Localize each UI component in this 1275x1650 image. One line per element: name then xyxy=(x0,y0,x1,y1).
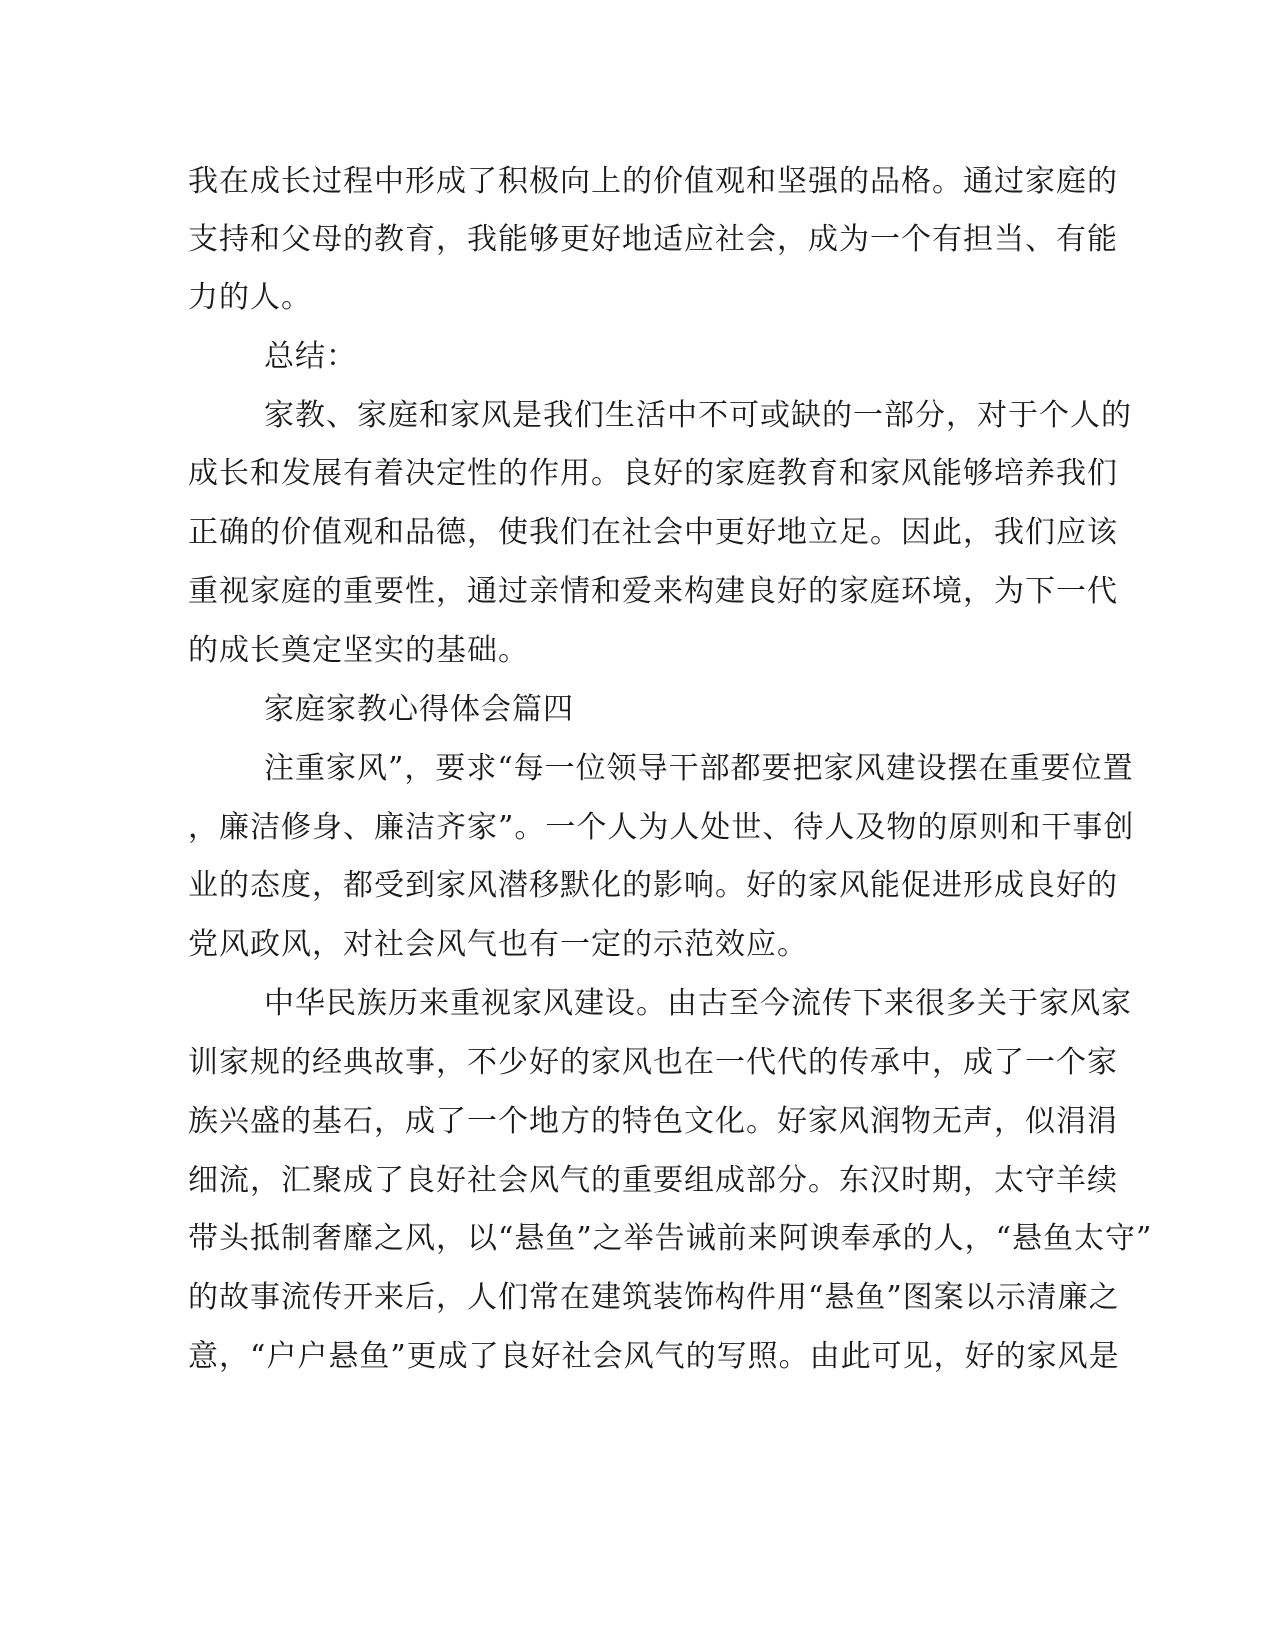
text-line: 支持和父母的教育，我能够更好地适应社会，成为一个有担当、有能 xyxy=(188,222,1118,257)
text-line: 正确的价值观和品德，使我们在社会中更好地立足。因此，我们应该 xyxy=(188,515,1118,550)
text-line: 意，“户户悬鱼”更成了良好社会风气的写照。由此可见，好的家风是 xyxy=(188,1339,1120,1374)
text-line: 业的态度，都受到家风潜移默化的影响。好的家风能促进形成良好的 xyxy=(188,868,1118,903)
text-line: 力的人。 xyxy=(188,280,312,315)
text-line: 族兴盛的基石，成了一个地方的特色文化。好家风润物无声，似涓涓 xyxy=(188,1104,1118,1139)
section-heading: 家庭家教心得体会篇四 xyxy=(264,692,574,727)
text-line: 带头抵制奢靡之风，以“悬鱼”之举告诫前来阿谀奉承的人，“悬鱼太守” xyxy=(188,1221,1153,1256)
text-line: 中华民族历来重视家风建设。由古至今流传下来很多关于家风家 xyxy=(264,986,1132,1021)
text-line: 成长和发展有着决定性的作用。良好的家庭教育和家风能够培养我们 xyxy=(188,456,1118,491)
text-line: 细流，汇聚成了良好社会风气的重要组成部分。东汉时期，太守羊续 xyxy=(188,1163,1118,1198)
text-line: ，廉洁修身、廉洁齐家”。一个人为人处世、待人及物的原则和干事创 xyxy=(188,810,1135,845)
text-line: 的故事流传开来后，人们常在建筑装饰构件用“悬鱼”图案以示清廉之 xyxy=(188,1280,1120,1315)
text-line: 重视家庭的重要性，通过亲情和爱来构建良好的家庭环境，为下一代 xyxy=(188,574,1118,609)
text-line: 家教、家庭和家风是我们生活中不可或缺的一部分，对于个人的 xyxy=(264,398,1132,433)
text-line: 我在成长过程中形成了积极向上的价值观和坚强的品格。通过家庭的 xyxy=(188,164,1118,199)
text-line: 训家规的经典故事，不少好的家风也在一代代的传承中，成了一个家 xyxy=(188,1045,1118,1080)
text-line: 党风政风，对社会风气也有一定的示范效应。 xyxy=(188,927,808,962)
text-line: 的成长奠定坚实的基础。 xyxy=(188,633,529,668)
section-label: 总结： xyxy=(264,339,357,374)
text-line: 注重家风”，要求“每一位领导干部都要把家风建设摆在重要位置 xyxy=(264,751,1134,786)
